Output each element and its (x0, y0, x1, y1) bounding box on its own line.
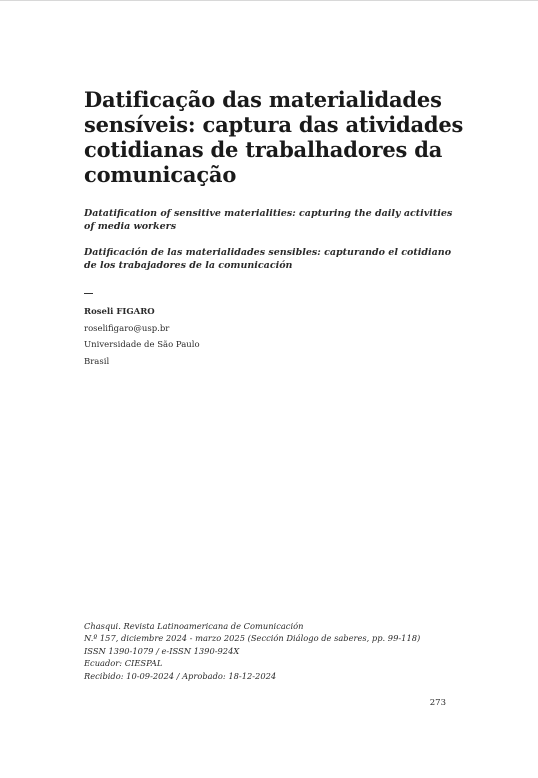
author-institution: Universidade de São Paulo (84, 340, 200, 350)
issn-info: ISSN 1390-1079 / e-ISSN 1390-924X (84, 645, 240, 656)
article-title: Datificação das materialidades sensíveis: captura das atividades cotidianas de trabalhadores da comunicação (84, 87, 464, 187)
author-block (84, 304, 200, 370)
received-approved-dates: Recibido: 10-09-2024 / Aprobado: 18-12-2024 (84, 670, 277, 681)
citation-block (84, 620, 464, 682)
page-number: 273 (429, 698, 446, 708)
author-email: roselifigaro@usp.br (84, 323, 170, 334)
journal-name: Chasqui. Revista Latinoamericana de Comunicación (84, 621, 304, 631)
author-separator-dash (84, 293, 93, 294)
subtitle-spanish: Datificación de las materialidades sensibles: capturando el cotidiano de los trabajadores de la comunicación (84, 247, 452, 271)
publisher-info: Ecuador: CIESPAL (84, 658, 163, 669)
issue-info: N.º 157, diciembre 2024 - marzo 2025 (Sección Diálogo de saberes, pp. 99-118) (84, 633, 421, 644)
author-country: Brasil (84, 356, 110, 367)
author-name: Roseli FIGARO (84, 307, 155, 317)
subtitle-english: Datatification of sensitive materialities: capturing the daily activities of media workers (84, 208, 453, 232)
